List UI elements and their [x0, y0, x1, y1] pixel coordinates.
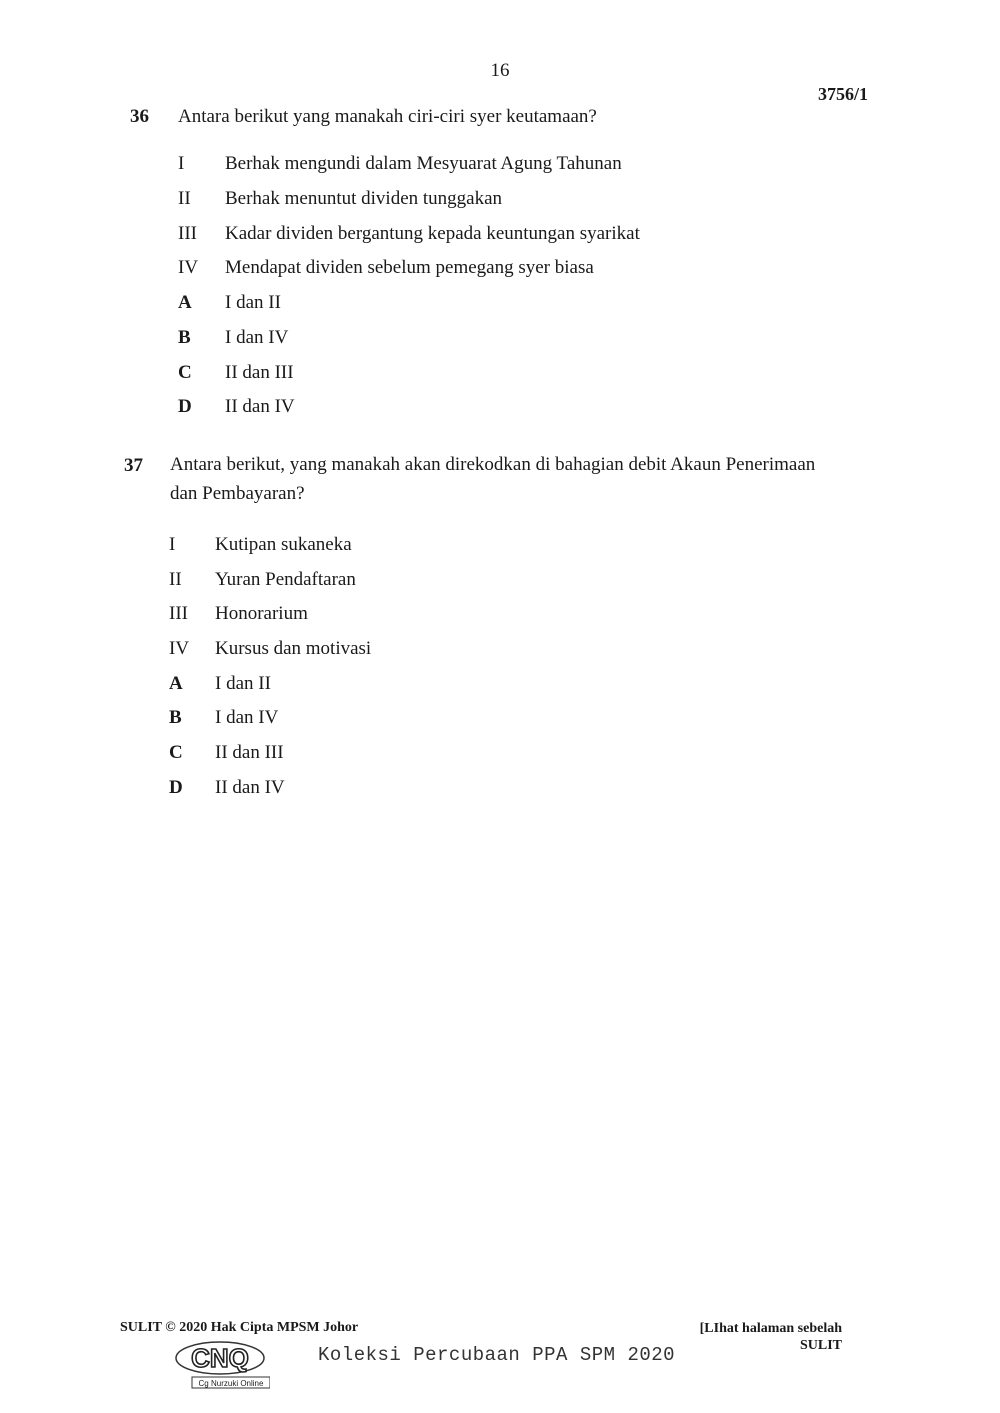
sulit-label: SULIT: [799, 1338, 842, 1353]
option-text: II dan III: [215, 742, 284, 763]
option-key: D: [178, 396, 192, 417]
statement-text: Berhak menuntut dividen tunggakan: [225, 188, 503, 209]
option-key: B: [169, 707, 182, 728]
statement-text: Mendapat dividen sebelum pemegang syer biasa: [225, 257, 594, 278]
option-text: II dan IV: [225, 396, 295, 417]
statement-key: I: [178, 153, 185, 174]
question-text: Antara berikut yang manakah ciri-ciri syer keutamaan?: [178, 106, 597, 127]
statement-key: II: [178, 188, 191, 209]
copyright-notice: SULIT © 2020 Hak Cipta MPSM Johor: [120, 1320, 359, 1335]
option-key: C: [169, 742, 183, 763]
question-number: 37: [124, 455, 143, 476]
option-key: A: [169, 673, 183, 694]
option-text: II dan IV: [215, 777, 285, 798]
option-key: C: [178, 362, 192, 383]
statement-key: IV: [169, 638, 190, 659]
question-text-line-2: dan Pembayaran?: [170, 483, 305, 504]
logo-subtext: Cg Nurzuki Online: [198, 1379, 264, 1388]
see-next-page: [LIhat halaman sebelah: [699, 1321, 842, 1336]
statement-key: I: [169, 534, 176, 555]
option-key: B: [178, 327, 191, 348]
statement-key: III: [169, 603, 188, 624]
page-number: 16: [490, 60, 510, 81]
statement-text: Berhak mengundi dalam Mesyuarat Agung Tahunan: [225, 153, 622, 174]
statement-text: Kadar dividen bergantung kepada keuntungan syarikat: [225, 223, 640, 244]
statement-text: Kutipan sukaneka: [215, 534, 352, 555]
option-text: I dan IV: [215, 707, 279, 728]
logo-text: CNQ: [191, 1343, 249, 1373]
collection-caption: Koleksi Percubaan PPA SPM 2020: [318, 1344, 676, 1366]
statement-key: IV: [178, 257, 199, 278]
statement-text: Kursus dan motivasi: [215, 638, 372, 659]
statement-text: Honorarium: [215, 603, 308, 624]
option-text: I dan II: [225, 292, 281, 313]
question-number: 36: [130, 106, 149, 127]
question-text-line-1: Antara berikut, yang manakah akan direkodkan di bahagian debit Akaun Penerimaan: [170, 454, 816, 475]
option-key: D: [169, 777, 183, 798]
option-text: I dan IV: [225, 327, 289, 348]
footer-right-block: [700, 1320, 842, 1354]
statement-key: II: [169, 569, 182, 590]
statement-text: Yuran Pendaftaran: [215, 569, 356, 590]
cnq-logo-icon: [172, 1340, 270, 1390]
cnq-logo: [172, 1340, 270, 1390]
paper-code: 3756/1: [817, 84, 868, 104]
statement-key: III: [178, 223, 197, 244]
option-text: II dan III: [225, 362, 294, 383]
option-text: I dan II: [215, 673, 271, 694]
option-key: A: [178, 292, 192, 313]
